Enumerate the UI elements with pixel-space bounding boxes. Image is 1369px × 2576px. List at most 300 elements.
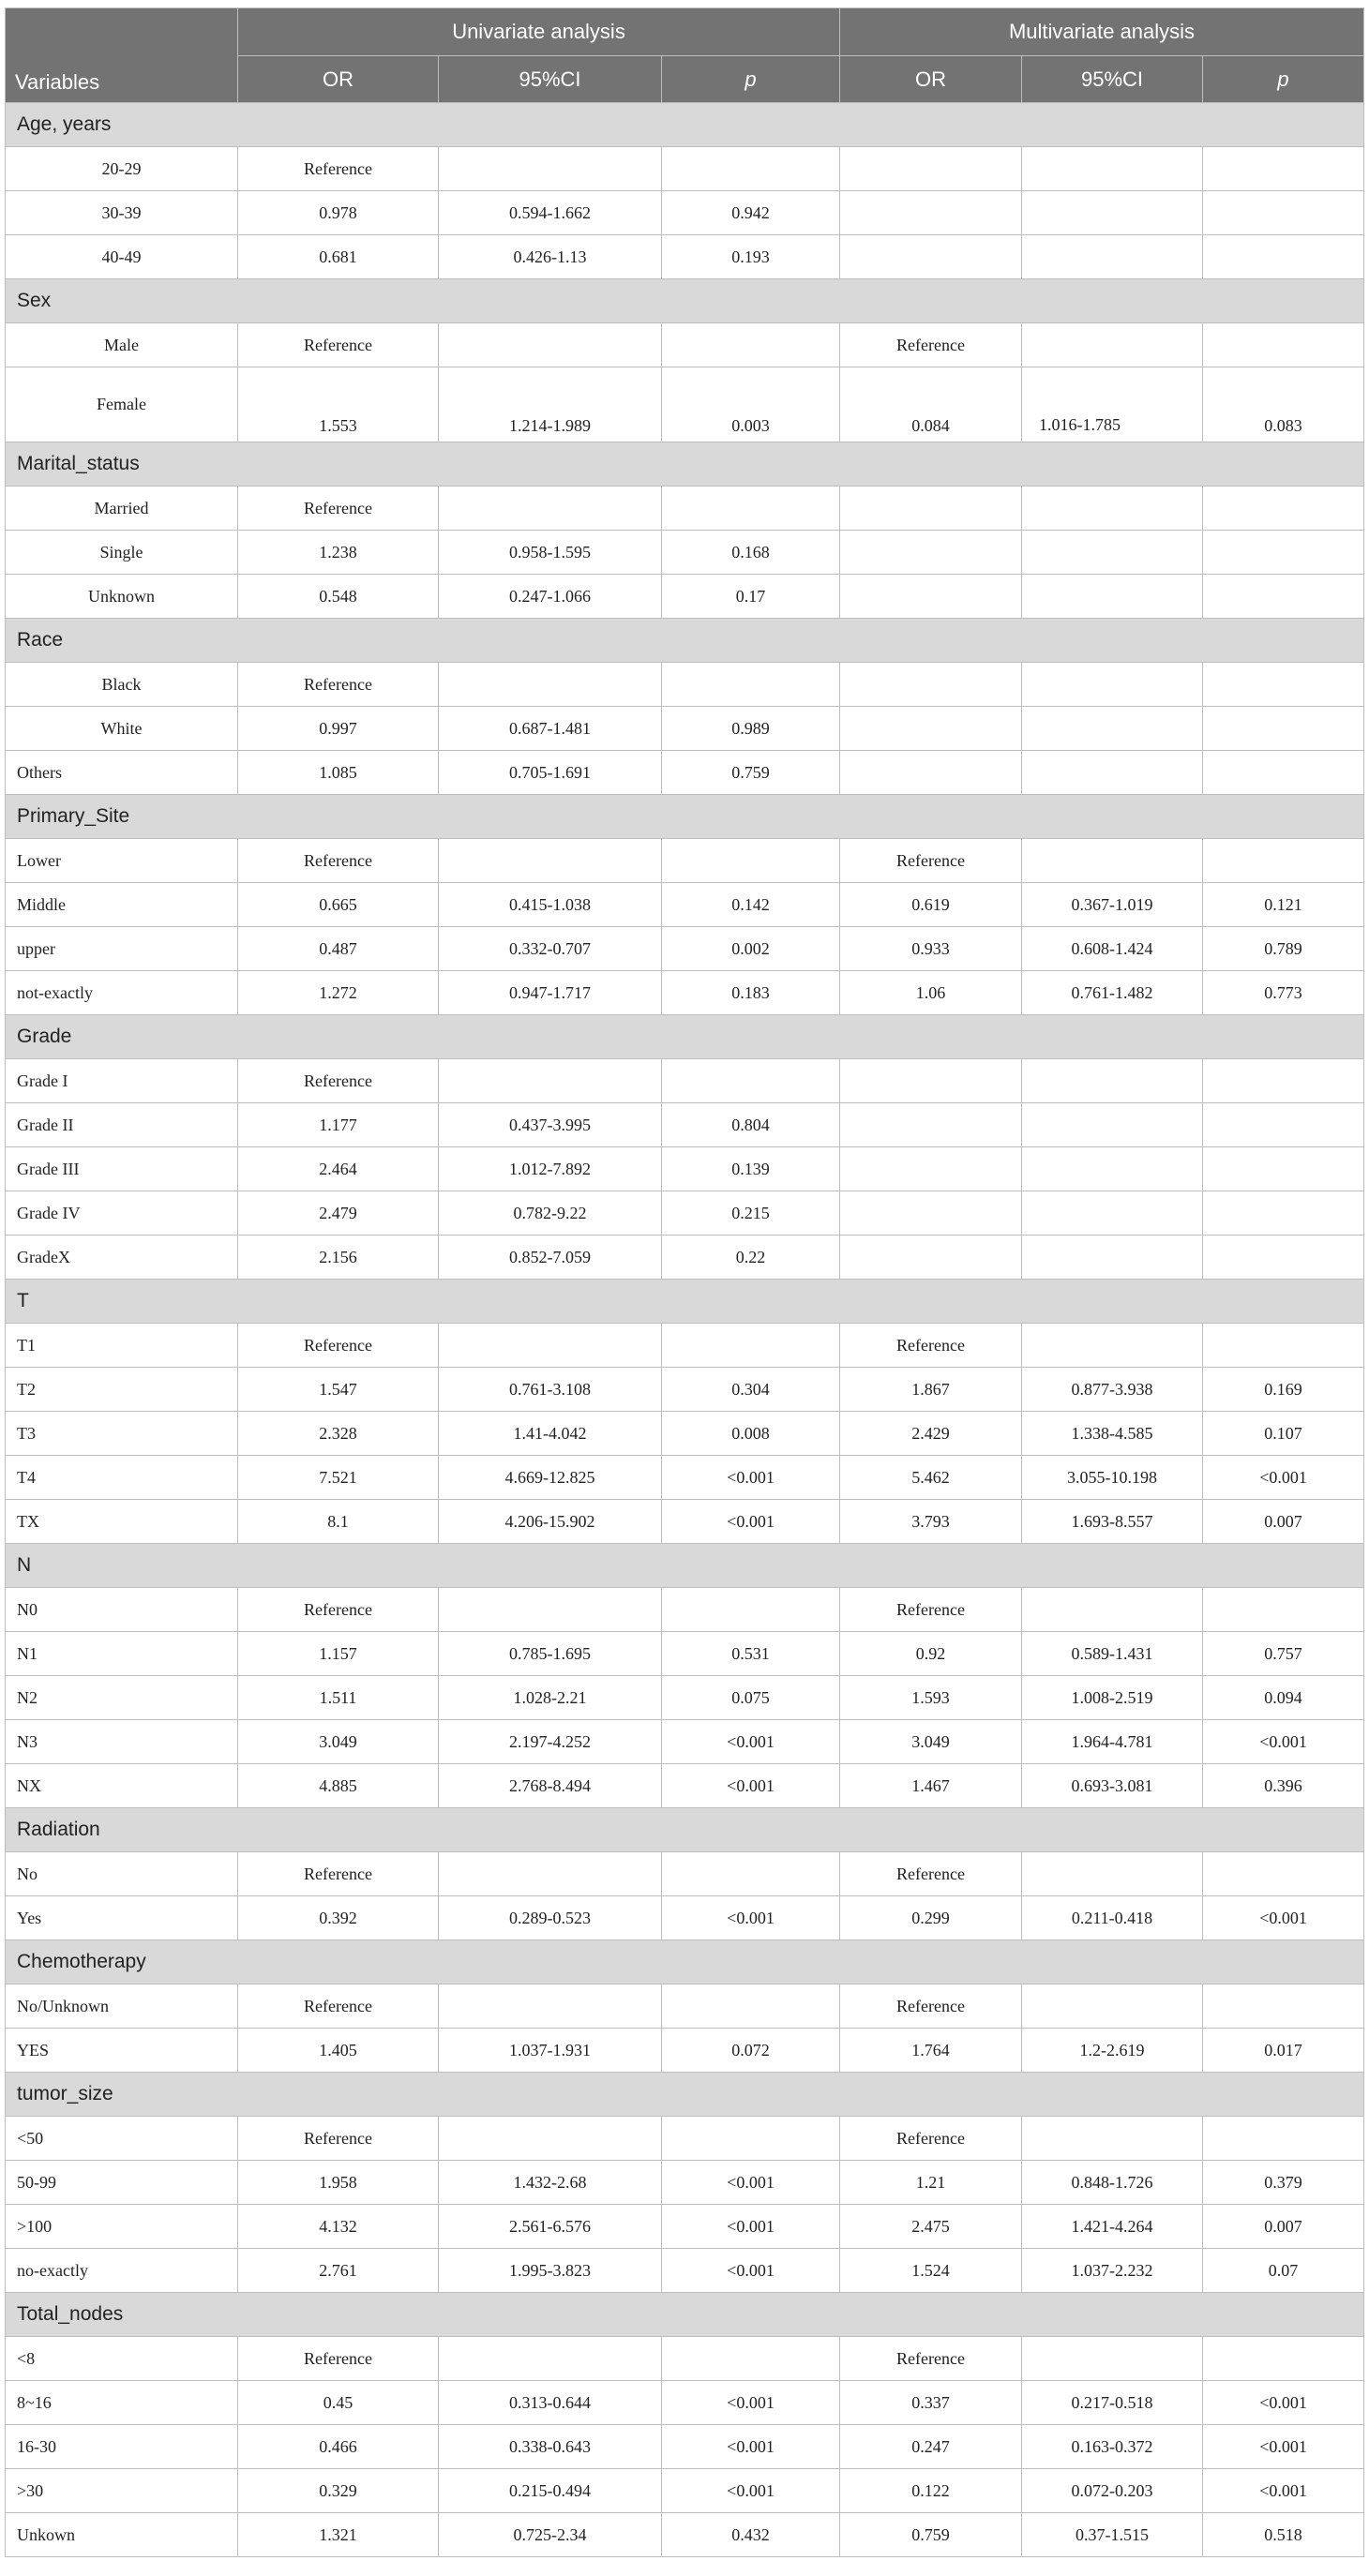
- table-row: [6, 1764, 1364, 1808]
- univariate-or-header: OR: [238, 56, 439, 103]
- univariate-p-cell: [662, 147, 840, 191]
- multivariate-p-cell: 0.773: [1203, 971, 1364, 1015]
- univariate-ci-header: 95%CI: [439, 56, 662, 103]
- multivariate-p-cell: 0.396: [1203, 1764, 1364, 1808]
- row-label: upper: [6, 927, 238, 971]
- row-label: N0: [6, 1588, 238, 1632]
- section-title: Primary_Site: [6, 795, 1364, 839]
- univariate-or-cell: 1.238: [238, 531, 439, 575]
- multivariate-p-cell: 0.07: [1203, 2249, 1364, 2293]
- univariate-header: Univariate analysis: [238, 8, 840, 56]
- table-row: [6, 487, 1364, 531]
- multivariate-or-cell: [840, 1236, 1022, 1280]
- univariate-p-cell: [662, 487, 840, 531]
- section-title: Radiation: [6, 1808, 1364, 1852]
- univariate-p-cell: <0.001: [662, 2381, 840, 2425]
- univariate-or-cell: Reference: [238, 147, 439, 191]
- multivariate-or-cell: [840, 1191, 1022, 1236]
- multivariate-ci-cell: 0.761-1.482: [1022, 971, 1203, 1015]
- multivariate-p-cell: [1203, 323, 1364, 367]
- row-label: NX: [6, 1764, 238, 1808]
- section-title: Chemotherapy: [6, 1940, 1364, 1984]
- multivariate-ci-cell: 0.848-1.726: [1022, 2161, 1203, 2205]
- multivariate-p-cell: <0.001: [1203, 1896, 1364, 1940]
- multivariate-ci-cell: 0.877-3.938: [1022, 1368, 1203, 1412]
- univariate-or-cell: Reference: [238, 1852, 439, 1896]
- univariate-p-cell: 0.215: [662, 1191, 840, 1236]
- section-title: Total_nodes: [6, 2293, 1364, 2337]
- univariate-p-cell: <0.001: [662, 1500, 840, 1544]
- row-label: >100: [6, 2205, 238, 2249]
- univariate-ci-cell: 1.995-3.823: [439, 2249, 662, 2293]
- row-label: Grade III: [6, 1147, 238, 1191]
- univariate-p-cell: <0.001: [662, 2469, 840, 2513]
- table-row: [6, 1412, 1364, 1456]
- section-title: Grade: [6, 1015, 1364, 1059]
- multivariate-ci-cell: 0.217-0.518: [1022, 2381, 1203, 2425]
- multivariate-p-cell: <0.001: [1203, 2381, 1364, 2425]
- multivariate-ci-cell: [1022, 531, 1203, 575]
- univariate-ci-cell: 2.197-4.252: [439, 1720, 662, 1764]
- multivariate-p-cell: [1203, 1236, 1364, 1280]
- univariate-ci-cell: 0.958-1.595: [439, 531, 662, 575]
- multivariate-p-cell: [1203, 235, 1364, 279]
- univariate-p-cell: [662, 1852, 840, 1896]
- table-row: [6, 1456, 1364, 1500]
- univariate-ci-cell: [439, 1984, 662, 2029]
- row-label: T1: [6, 1324, 238, 1368]
- univariate-ci-cell: [439, 663, 662, 707]
- multivariate-ci-cell: [1022, 1147, 1203, 1191]
- row-label: GradeX: [6, 1236, 238, 1280]
- multivariate-p-cell: [1203, 1191, 1364, 1236]
- multivariate-or-cell: [840, 531, 1022, 575]
- multivariate-or-cell: 0.337: [840, 2381, 1022, 2425]
- multivariate-ci-cell: 0.693-3.081: [1022, 1764, 1203, 1808]
- univariate-p-cell: 0.139: [662, 1147, 840, 1191]
- section-title: Race: [6, 619, 1364, 663]
- univariate-or-cell: 3.049: [238, 1720, 439, 1764]
- univariate-ci-cell: 1.214-1.989: [439, 367, 662, 442]
- table-row: [6, 2469, 1364, 2513]
- univariate-or-cell: Reference: [238, 663, 439, 707]
- univariate-p-cell: 0.942: [662, 191, 840, 235]
- table-row: [6, 2205, 1364, 2249]
- univariate-ci-cell: 0.785-1.695: [439, 1632, 662, 1676]
- table-row: [6, 707, 1364, 751]
- univariate-p-cell: [662, 839, 840, 883]
- multivariate-p-cell: [1203, 751, 1364, 795]
- multivariate-ci-cell: [1022, 1103, 1203, 1147]
- univariate-p-cell: [662, 1984, 840, 2029]
- table-row: [6, 1984, 1364, 2029]
- table-row: [6, 1191, 1364, 1236]
- univariate-or-cell: 1.085: [238, 751, 439, 795]
- row-label: 40-49: [6, 235, 238, 279]
- univariate-p-cell: <0.001: [662, 1896, 840, 1940]
- univariate-or-cell: 0.466: [238, 2425, 439, 2469]
- multivariate-p-cell: [1203, 1103, 1364, 1147]
- table-row: [6, 531, 1364, 575]
- row-label: T4: [6, 1456, 238, 1500]
- section-row: [6, 2293, 1364, 2337]
- table-header: [6, 8, 1364, 103]
- multivariate-p-cell: 0.121: [1203, 883, 1364, 927]
- univariate-or-cell: 0.45: [238, 2381, 439, 2425]
- multivariate-ci-cell: 3.055-10.198: [1022, 1456, 1203, 1500]
- multivariate-or-cell: 1.524: [840, 2249, 1022, 2293]
- univariate-p-cell: 0.193: [662, 235, 840, 279]
- multivariate-or-cell: [840, 147, 1022, 191]
- section-title: tumor_size: [6, 2073, 1364, 2117]
- univariate-p-cell: 0.075: [662, 1676, 840, 1720]
- univariate-ci-cell: 0.247-1.066: [439, 575, 662, 619]
- univariate-or-cell: 0.978: [238, 191, 439, 235]
- univariate-ci-cell: 0.687-1.481: [439, 707, 662, 751]
- univariate-ci-cell: 4.206-15.902: [439, 1500, 662, 1544]
- multivariate-or-cell: Reference: [840, 1324, 1022, 1368]
- univariate-ci-cell: 0.415-1.038: [439, 883, 662, 927]
- multivariate-or-cell: 0.084: [840, 367, 1022, 442]
- multivariate-ci-cell: 1.421-4.264: [1022, 2205, 1203, 2249]
- univariate-or-cell: 2.156: [238, 1236, 439, 1280]
- multivariate-p-cell: [1203, 1059, 1364, 1103]
- multivariate-or-cell: Reference: [840, 1588, 1022, 1632]
- row-label: Single: [6, 531, 238, 575]
- multivariate-or-cell: [840, 663, 1022, 707]
- table-row: [6, 2425, 1364, 2469]
- multivariate-ci-cell: [1022, 707, 1203, 751]
- multivariate-or-cell: Reference: [840, 2337, 1022, 2381]
- table-row: [6, 1059, 1364, 1103]
- univariate-ci-cell: 0.215-0.494: [439, 2469, 662, 2513]
- multivariate-ci-cell: [1022, 191, 1203, 235]
- multivariate-ci-cell: 1.016-1.785: [1022, 367, 1203, 442]
- multivariate-or-cell: Reference: [840, 839, 1022, 883]
- multivariate-ci-cell: [1022, 1191, 1203, 1236]
- univariate-ci-cell: 1.037-1.931: [439, 2029, 662, 2073]
- univariate-ci-cell: 2.768-8.494: [439, 1764, 662, 1808]
- row-label: no-exactly: [6, 2249, 238, 2293]
- univariate-ci-cell: 0.437-3.995: [439, 1103, 662, 1147]
- table-row: [6, 883, 1364, 927]
- univariate-or-cell: 4.132: [238, 2205, 439, 2249]
- univariate-p-cell: <0.001: [662, 2205, 840, 2249]
- section-row: [6, 1940, 1364, 1984]
- multivariate-ci-cell: 0.37-1.515: [1022, 2513, 1203, 2557]
- multivariate-ci-cell: 0.589-1.431: [1022, 1632, 1203, 1676]
- multivariate-p-cell: [1203, 2117, 1364, 2161]
- multivariate-or-cell: [840, 191, 1022, 235]
- multivariate-p-cell: 0.017: [1203, 2029, 1364, 2073]
- table-row: [6, 1324, 1364, 1368]
- row-label: Male: [6, 323, 238, 367]
- row-label: Yes: [6, 1896, 238, 1940]
- univariate-ci-cell: 0.947-1.717: [439, 971, 662, 1015]
- section-title: T: [6, 1280, 1364, 1324]
- univariate-or-cell: Reference: [238, 1984, 439, 2029]
- table-row: [6, 1852, 1364, 1896]
- table-row: [6, 2117, 1364, 2161]
- univariate-ci-cell: 0.426-1.13: [439, 235, 662, 279]
- univariate-p-cell: <0.001: [662, 1456, 840, 1500]
- univariate-p-cell: 0.072: [662, 2029, 840, 2073]
- row-label: Unknown: [6, 575, 238, 619]
- section-row: [6, 795, 1364, 839]
- multivariate-ci-cell: [1022, 1324, 1203, 1368]
- multivariate-or-cell: [840, 1059, 1022, 1103]
- multivariate-or-cell: 2.475: [840, 2205, 1022, 2249]
- variables-header: Variables: [6, 8, 238, 103]
- section-row: [6, 279, 1364, 323]
- multivariate-p-cell: 0.789: [1203, 927, 1364, 971]
- univariate-p-cell: <0.001: [662, 2425, 840, 2469]
- multivariate-p-cell: [1203, 1147, 1364, 1191]
- multivariate-p-cell: [1203, 663, 1364, 707]
- univariate-or-cell: Reference: [238, 839, 439, 883]
- univariate-or-cell: 1.177: [238, 1103, 439, 1147]
- univariate-or-cell: 8.1: [238, 1500, 439, 1544]
- row-label: T2: [6, 1368, 238, 1412]
- multivariate-or-cell: 0.933: [840, 927, 1022, 971]
- multivariate-header: Multivariate analysis: [840, 8, 1364, 56]
- univariate-p-cell: 0.531: [662, 1632, 840, 1676]
- univariate-p-cell: 0.003: [662, 367, 840, 442]
- multivariate-ci-cell: [1022, 751, 1203, 795]
- univariate-or-cell: 0.665: [238, 883, 439, 927]
- univariate-p-cell: <0.001: [662, 1720, 840, 1764]
- section-title: Age, years: [6, 103, 1364, 147]
- univariate-p-cell: 0.304: [662, 1368, 840, 1412]
- multivariate-ci-cell: [1022, 235, 1203, 279]
- univariate-or-cell: 1.511: [238, 1676, 439, 1720]
- multivariate-ci-cell: [1022, 1984, 1203, 2029]
- multivariate-ci-cell: [1022, 323, 1203, 367]
- univariate-p-cell: 0.759: [662, 751, 840, 795]
- multivariate-or-cell: 0.92: [840, 1632, 1022, 1676]
- multivariate-or-cell: 5.462: [840, 1456, 1022, 1500]
- univariate-ci-cell: [439, 1324, 662, 1368]
- univariate-p-cell: [662, 1324, 840, 1368]
- multivariate-p-header: p: [1203, 56, 1364, 103]
- multivariate-or-cell: 0.299: [840, 1896, 1022, 1940]
- multivariate-or-cell: 0.759: [840, 2513, 1022, 2557]
- univariate-ci-cell: [439, 147, 662, 191]
- section-row: [6, 1280, 1364, 1324]
- multivariate-or-cell: 1.06: [840, 971, 1022, 1015]
- univariate-or-cell: 1.405: [238, 2029, 439, 2073]
- multivariate-p-cell: [1203, 1852, 1364, 1896]
- table-row: [6, 663, 1364, 707]
- multivariate-or-cell: Reference: [840, 2117, 1022, 2161]
- univariate-ci-cell: 0.289-0.523: [439, 1896, 662, 1940]
- univariate-or-cell: 1.958: [238, 2161, 439, 2205]
- row-label: Lower: [6, 839, 238, 883]
- univariate-or-cell: Reference: [238, 1059, 439, 1103]
- univariate-or-cell: 2.761: [238, 2249, 439, 2293]
- univariate-or-cell: 2.464: [238, 1147, 439, 1191]
- multivariate-or-cell: 0.619: [840, 883, 1022, 927]
- multivariate-ci-cell: 0.072-0.203: [1022, 2469, 1203, 2513]
- multivariate-or-cell: 3.049: [840, 1720, 1022, 1764]
- row-label: YES: [6, 2029, 238, 2073]
- row-label: Others: [6, 751, 238, 795]
- univariate-p-cell: 0.183: [662, 971, 840, 1015]
- univariate-or-cell: 0.487: [238, 927, 439, 971]
- row-label: N3: [6, 1720, 238, 1764]
- univariate-or-cell: 2.479: [238, 1191, 439, 1236]
- table-row: [6, 751, 1364, 795]
- multivariate-ci-cell: [1022, 2117, 1203, 2161]
- multivariate-or-cell: [840, 707, 1022, 751]
- table-row: [6, 927, 1364, 971]
- multivariate-p-cell: [1203, 531, 1364, 575]
- row-label: Female: [6, 367, 238, 442]
- multivariate-ci-cell: 0.608-1.424: [1022, 927, 1203, 971]
- univariate-ci-cell: [439, 1059, 662, 1103]
- table-row: [6, 1896, 1364, 1940]
- univariate-or-cell: Reference: [238, 1588, 439, 1632]
- row-label: T3: [6, 1412, 238, 1456]
- univariate-or-cell: 1.321: [238, 2513, 439, 2557]
- row-label: Black: [6, 663, 238, 707]
- row-label: N1: [6, 1632, 238, 1676]
- multivariate-p-cell: 0.007: [1203, 1500, 1364, 1544]
- multivariate-or-cell: [840, 1103, 1022, 1147]
- table-row: [6, 1368, 1364, 1412]
- multivariate-or-cell: [840, 1147, 1022, 1191]
- section-row: [6, 619, 1364, 663]
- univariate-or-cell: Reference: [238, 1324, 439, 1368]
- table-row: [6, 323, 1364, 367]
- table-row: [6, 1632, 1364, 1676]
- row-label: 8~16: [6, 2381, 238, 2425]
- section-row: [6, 1544, 1364, 1588]
- multivariate-ci-cell: 1.008-2.519: [1022, 1676, 1203, 1720]
- univariate-ci-cell: 0.761-3.108: [439, 1368, 662, 1412]
- univariate-ci-cell: 0.782-9.22: [439, 1191, 662, 1236]
- row-label: No: [6, 1852, 238, 1896]
- univariate-ci-cell: [439, 2117, 662, 2161]
- multivariate-p-cell: <0.001: [1203, 1720, 1364, 1764]
- table-row: [6, 2161, 1364, 2205]
- row-label: White: [6, 707, 238, 751]
- table-row: [6, 1236, 1364, 1280]
- univariate-or-cell: 1.547: [238, 1368, 439, 1412]
- table-row: [6, 2029, 1364, 2073]
- multivariate-ci-cell: 1.693-8.557: [1022, 1500, 1203, 1544]
- table-row: [6, 2337, 1364, 2381]
- table-row: [6, 147, 1364, 191]
- univariate-ci-cell: 0.705-1.691: [439, 751, 662, 795]
- univariate-p-cell: [662, 663, 840, 707]
- table-row: [6, 1103, 1364, 1147]
- univariate-or-cell: 0.681: [238, 235, 439, 279]
- multivariate-p-cell: 0.107: [1203, 1412, 1364, 1456]
- univariate-or-cell: Reference: [238, 323, 439, 367]
- univariate-p-cell: <0.001: [662, 2161, 840, 2205]
- regression-table: [5, 7, 1364, 2557]
- multivariate-p-cell: [1203, 575, 1364, 619]
- multivariate-ci-cell: 0.163-0.372: [1022, 2425, 1203, 2469]
- univariate-p-cell: <0.001: [662, 2249, 840, 2293]
- univariate-ci-cell: [439, 1852, 662, 1896]
- univariate-ci-cell: 0.338-0.643: [439, 2425, 662, 2469]
- row-label: Grade II: [6, 1103, 238, 1147]
- multivariate-p-cell: 0.094: [1203, 1676, 1364, 1720]
- row-label: <8: [6, 2337, 238, 2381]
- row-label: TX: [6, 1500, 238, 1544]
- table-row: [6, 1147, 1364, 1191]
- univariate-ci-cell: 1.028-2.21: [439, 1676, 662, 1720]
- multivariate-p-cell: 0.757: [1203, 1632, 1364, 1676]
- multivariate-p-cell: [1203, 147, 1364, 191]
- row-label: 20-29: [6, 147, 238, 191]
- multivariate-or-cell: 2.429: [840, 1412, 1022, 1456]
- univariate-or-cell: Reference: [238, 2337, 439, 2381]
- univariate-or-cell: 0.548: [238, 575, 439, 619]
- section-row: [6, 2073, 1364, 2117]
- multivariate-p-cell: 0.007: [1203, 2205, 1364, 2249]
- univariate-p-cell: 0.804: [662, 1103, 840, 1147]
- univariate-or-cell: 7.521: [238, 1456, 439, 1500]
- table-row: [6, 191, 1364, 235]
- section-row: [6, 1808, 1364, 1852]
- row-label: Grade I: [6, 1059, 238, 1103]
- univariate-ci-cell: 1.012-7.892: [439, 1147, 662, 1191]
- univariate-p-cell: 0.17: [662, 575, 840, 619]
- multivariate-or-cell: [840, 575, 1022, 619]
- multivariate-p-cell: [1203, 2337, 1364, 2381]
- table-row: [6, 1588, 1364, 1632]
- row-label: Middle: [6, 883, 238, 927]
- univariate-ci-cell: 0.594-1.662: [439, 191, 662, 235]
- multivariate-ci-cell: [1022, 1236, 1203, 1280]
- univariate-or-cell: 2.328: [238, 1412, 439, 1456]
- univariate-p-header: p: [662, 56, 840, 103]
- row-label: Unkown: [6, 2513, 238, 2557]
- multivariate-ci-cell: 0.367-1.019: [1022, 883, 1203, 927]
- multivariate-or-cell: Reference: [840, 1984, 1022, 2029]
- multivariate-or-cell: Reference: [840, 323, 1022, 367]
- multivariate-p-cell: [1203, 1588, 1364, 1632]
- multivariate-p-cell: [1203, 707, 1364, 751]
- univariate-p-cell: [662, 323, 840, 367]
- univariate-p-cell: 0.989: [662, 707, 840, 751]
- table-row: [6, 971, 1364, 1015]
- table-row: [6, 367, 1364, 442]
- multivariate-or-cell: 0.247: [840, 2425, 1022, 2469]
- multivariate-or-cell: [840, 751, 1022, 795]
- multivariate-ci-cell: [1022, 1852, 1203, 1896]
- univariate-or-cell: Reference: [238, 2117, 439, 2161]
- multivariate-ci-cell: [1022, 663, 1203, 707]
- univariate-ci-cell: [439, 839, 662, 883]
- univariate-p-cell: <0.001: [662, 1764, 840, 1808]
- univariate-or-cell: 0.329: [238, 2469, 439, 2513]
- multivariate-or-header: OR: [840, 56, 1022, 103]
- multivariate-ci-cell: 1.037-2.232: [1022, 2249, 1203, 2293]
- univariate-ci-cell: 1.41-4.042: [439, 1412, 662, 1456]
- univariate-ci-cell: 0.313-0.644: [439, 2381, 662, 2425]
- multivariate-p-cell: [1203, 191, 1364, 235]
- univariate-ci-cell: 4.669-12.825: [439, 1456, 662, 1500]
- row-label: No/Unknown: [6, 1984, 238, 2029]
- table-row: [6, 235, 1364, 279]
- multivariate-or-cell: 0.122: [840, 2469, 1022, 2513]
- row-label: N2: [6, 1676, 238, 1720]
- row-label: <50: [6, 2117, 238, 2161]
